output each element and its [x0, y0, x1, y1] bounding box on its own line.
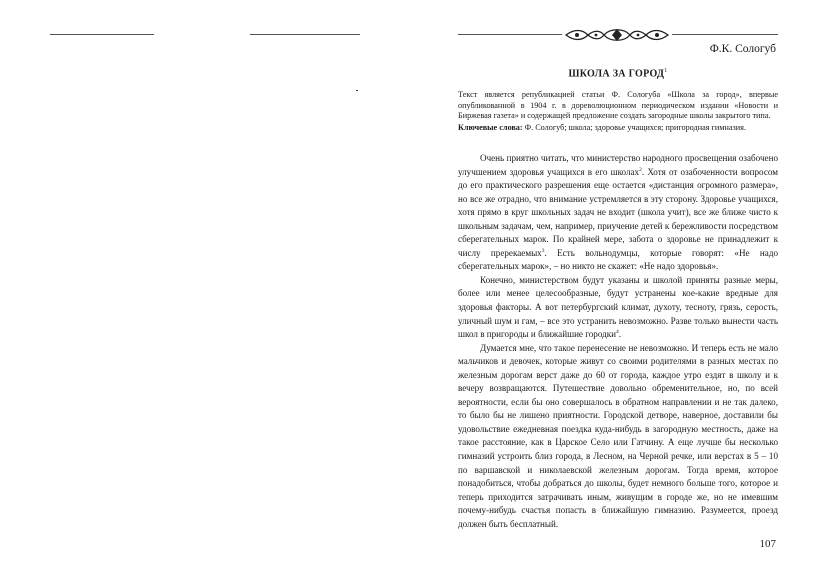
footnote-ref-3: 3 [541, 247, 545, 254]
article-body [458, 152, 778, 531]
paragraph-1-part-c: . Есть вольнодумцы, которые говорят: «Не надо сберегательных марок», – но никто не скажет: «Не надо здоровья». [458, 247, 778, 272]
header-rule-left [458, 34, 562, 35]
paragraph-1 [458, 152, 778, 274]
paragraph-2-part-a: Конечно, министерством будут указаны и школой приняты разные меры, более или менее целесообразные, будут устранены кое-какие вредные для здоровья факторы. А вот петербургский климат, духоту, тесноту, грязь, серость, уличный шум и гам, – все это устранить невозможно. Разве только вынести часть школ в пригороды и ближайшие городки [458, 274, 778, 340]
abstract-text: Текст является републикацией статьи Ф. Сологуба «Школа за город», впервые опубликованной в 1904 г. в дореволюционном периодическом издании «Новости и Биржевая газета» и содержащей предложение создать загородные школы закрытого типа. [458, 90, 778, 120]
running-header-author: Ф.К. Сологуб [709, 43, 776, 55]
article-title-text: ШКОЛА ЗА ГОРОД [568, 68, 665, 80]
keywords-label: Ключевые слова: [458, 122, 523, 132]
article-abstract [458, 90, 778, 133]
paragraph-2 [458, 274, 778, 342]
header-ornament-icon [564, 27, 670, 43]
footnote-ref-4: 4 [616, 329, 619, 336]
paragraph-1-part-a: Очень приятно читать, что министерство народного просвещения озабочено улучшением здоровья учащихся в его школах [458, 153, 778, 177]
title-footnote-ref: 1 [664, 68, 668, 74]
left-page-rule-2 [250, 34, 360, 35]
header-rule-right [672, 34, 778, 35]
footnote-ref-2: 2 [639, 166, 642, 173]
paragraph-1-part-b: . Хотя от озабоченности вопросом до его практического разрешения еще остается «дистанция огромного размера», но все же отрадно, что внимание устремляется в эту сторону. Здоровье учащихся, хотя прямо в круг школьных задач не входит (школа учит), все же ближе чисто к школьным задачам, чем, например, приучение детей к бережливости посредством сберегательных марок. По крайней мере, забота о здоровье не принадлежит к числу пререкаемых [458, 166, 778, 258]
page-number: 107 [759, 538, 776, 550]
keywords-line [458, 123, 778, 134]
left-page-mark [356, 90, 358, 91]
paragraph-3: Думается мне, что такое перенесение не невозможно. И теперь есть не мало мальчиков и девочек, которые живут со своими родителями в разных местах по железным дорогам верст даже до 60 от города, каждое утро ездят в школу и к вечеру возвращаются. Путешествие довольно обременительное, но, по всей вероятности, если бы оно совершалось в обратном направлении и не так далеко, то было бы не лишено приятности. Городской детворе, наверное, доставили бы удовольствие ежедневная поездка куда-нибудь в загородную местность, даже на такое расстояние, как в Царское Село или Гатчину. А еще лучше бы несколько гимназий устроить близ города, в Лесном, на Черной речке, или верстах в 5 – 10 по варшавской и николаевской железным дорогам. Тогда время, которое понадобиться, чтобы добраться до школы, будет немного больше того, которое и теперь приходится затрачивать иным, живущим в городе же, но не имевшим почему-нибудь счастья попасть в ближайшую гимназию. Разумеется, проезд должен быть бесплатный. [458, 342, 778, 529]
article-title [458, 68, 778, 79]
left-page-rule-1 [50, 34, 154, 35]
keywords-text: Ф. Сологуб; школа; здоровье учащихся; пригородная гимназия. [522, 122, 746, 132]
paragraph-2-part-b: . [618, 329, 622, 340]
